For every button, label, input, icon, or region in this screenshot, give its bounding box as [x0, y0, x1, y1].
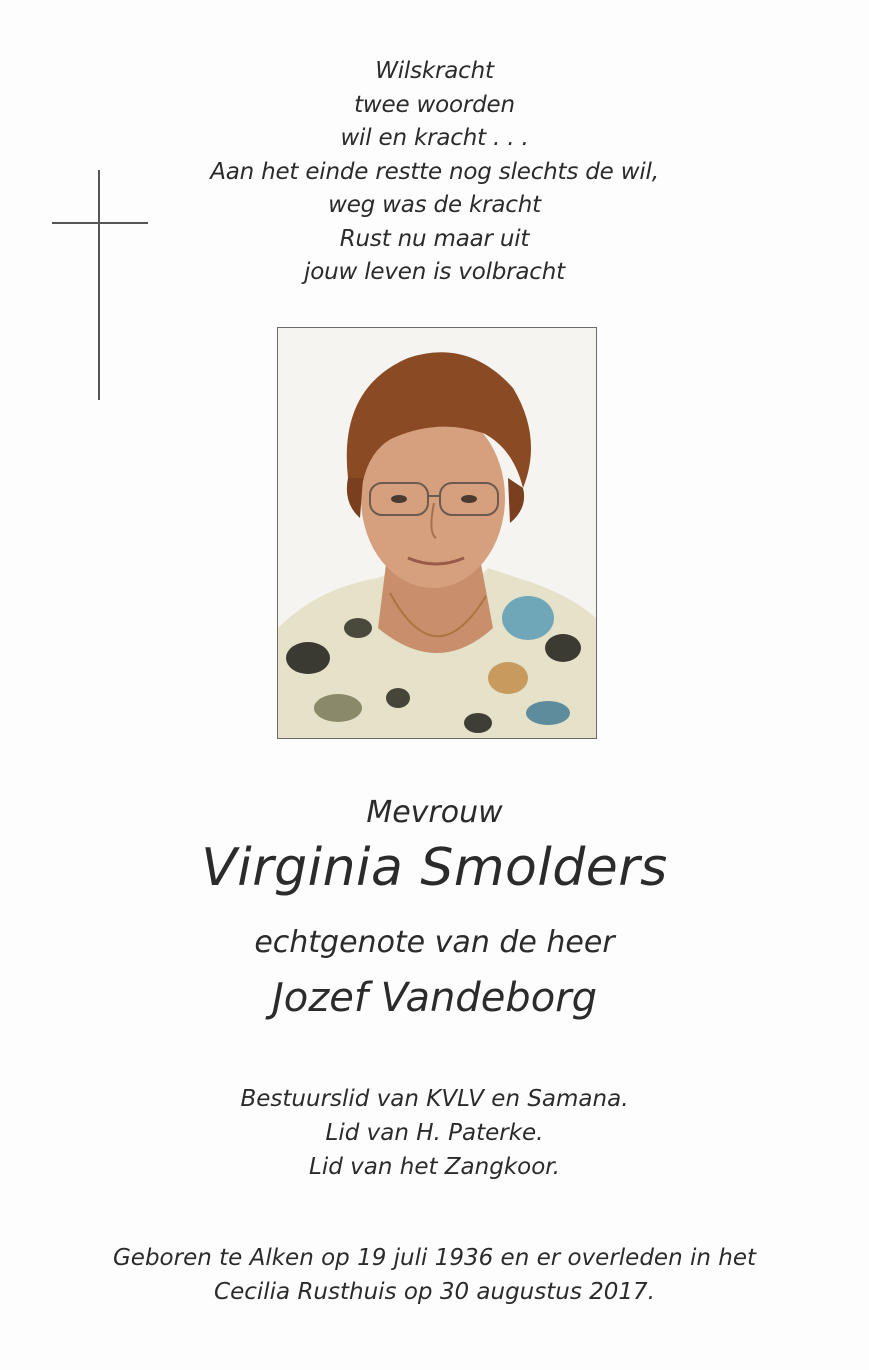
portrait-illustration [278, 328, 596, 738]
poem-line: wil en kracht . . . [340, 125, 529, 151]
poem-line: weg was de kracht [328, 192, 541, 218]
poem-line: jouw leven is volbracht [304, 259, 565, 285]
poem [0, 55, 869, 290]
dates-line: Geboren te Alken op 19 juli 1936 en er overleden in het [112, 1245, 756, 1271]
title-prefix: Mevrouw [366, 795, 503, 830]
poem-line: twee woorden [354, 91, 515, 118]
poem-line: Aan het einde restte nog slechts de wil, [210, 158, 659, 185]
portrait-photo [277, 327, 597, 739]
roles-list [0, 1082, 869, 1184]
relation-text: echtgenote van de heer [254, 925, 615, 960]
poem-line: Rust nu maar uit [339, 225, 530, 252]
role-line: Lid van het Zangkoor. [309, 1154, 560, 1180]
deceased-name: Virginia Smolders [201, 838, 668, 898]
spouse-name: Jozef Vandeborg [271, 975, 598, 1021]
role-line: Bestuurslid van KVLV en Samana. [240, 1086, 629, 1112]
birth-death-info [0, 1241, 869, 1309]
poem-line: Wilskracht [375, 58, 494, 84]
role-line: Lid van H. Paterke. [325, 1120, 544, 1146]
dates-line: Cecilia Rusthuis op 30 augustus 2017. [214, 1279, 655, 1305]
